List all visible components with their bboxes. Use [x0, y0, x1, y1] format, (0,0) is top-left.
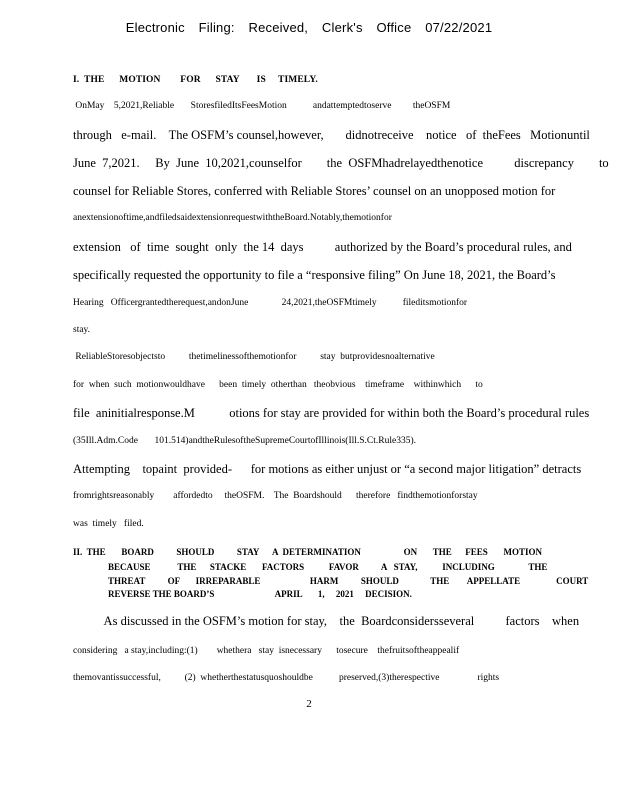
page-number: 2 — [306, 698, 312, 710]
body-line: ReliableStoresobjectsto thetimelinessofthemotionfor stay butprovidesnoalternative — [73, 352, 435, 362]
body-line: OnMay 5,2021,Reliable StoresfiledItsFeesMotion andattemptedtoserve theOSFM — [73, 101, 451, 111]
section-heading-1: I. THE MOTION FOR STAY IS TIMELY. — [73, 75, 318, 85]
section-heading-2-line: BECAUSE THE STACKE FACTORS FAVOR A STAY, INCLUDING THE — [108, 562, 548, 572]
body-line: anextensionoftime,andfiledsaidextensionrequestwiththeBoard.Notably,themotionfor — [73, 213, 392, 223]
body-line: Hearing Officergrantedtherequest,andonJune 24,2021,theOSFMtimely fileditsmotionfor — [73, 298, 468, 308]
body-line: file aninitialresponse.M otions for stay are provided for within both the Board’s procedural rules — [73, 406, 590, 420]
body-line: stay. — [73, 325, 91, 335]
body-line: Attempting topaint provided- for motions as either unjust or “a second major litigation” detracts — [73, 462, 582, 476]
body-line: June 7,2021. By June 10,2021,counselfor the OSFMhadrelayedthenotice discrepancy to — [73, 156, 609, 170]
body-line: themovantissuccessful, (2) whetherthestatusquoshouldbe preserved,(3)therespective rights — [73, 673, 500, 683]
body-line: extension of time sought only the 14 days authorized by the Board’s procedural rules, and — [73, 240, 572, 254]
filing-stamp-header: Electronic Filing: Received, Clerk's Office 07/22/2021 — [125, 20, 493, 35]
body-line: was timely filed. — [73, 519, 144, 529]
body-line: through e-mail. The OSFM’s counsel,however, didnotreceive notice of theFees Motionuntil — [73, 128, 590, 142]
section-heading-2-line: REVERSE THE BOARD’S APRIL 1, 2021 DECISION. — [108, 589, 412, 599]
body-line: counsel for Reliable Stores, conferred with Reliable Stores’ counsel on an unopposed motion for — [73, 184, 556, 198]
body-line: As discussed in the OSFM’s motion for stay, the Boardconsidersseveral factors when — [73, 614, 580, 628]
body-line: for when such motionwouldhave been timely otherthan theobvious timeframe withinwhich to — [73, 380, 483, 390]
body-line: specifically requested the opportunity to file a “responsive filing” On June 18, 2021, the Board’s — [73, 268, 556, 282]
body-line: (35Ill.Adm.Code 101.514)andtheRulesoftheSupremeCourtofIllinois(Ill.S.Ct.Rule335). — [73, 436, 417, 446]
section-heading-2-line: II. THE BOARD SHOULD STAY A DETERMINATION ON THE FEES MOTION — [73, 547, 542, 557]
section-heading-2-line: THREAT OF IRREPARABLE HARM SHOULD THE APPELLATE COURT — [108, 576, 589, 586]
body-line: considering a stay,including:(1) whethera stay isnecessary tosecure thefruitsoftheappealif — [73, 646, 460, 656]
body-line: fromrightsreasonably affordedto theOSFM. The Boardshould therefore findthemotionforstay — [73, 491, 478, 501]
